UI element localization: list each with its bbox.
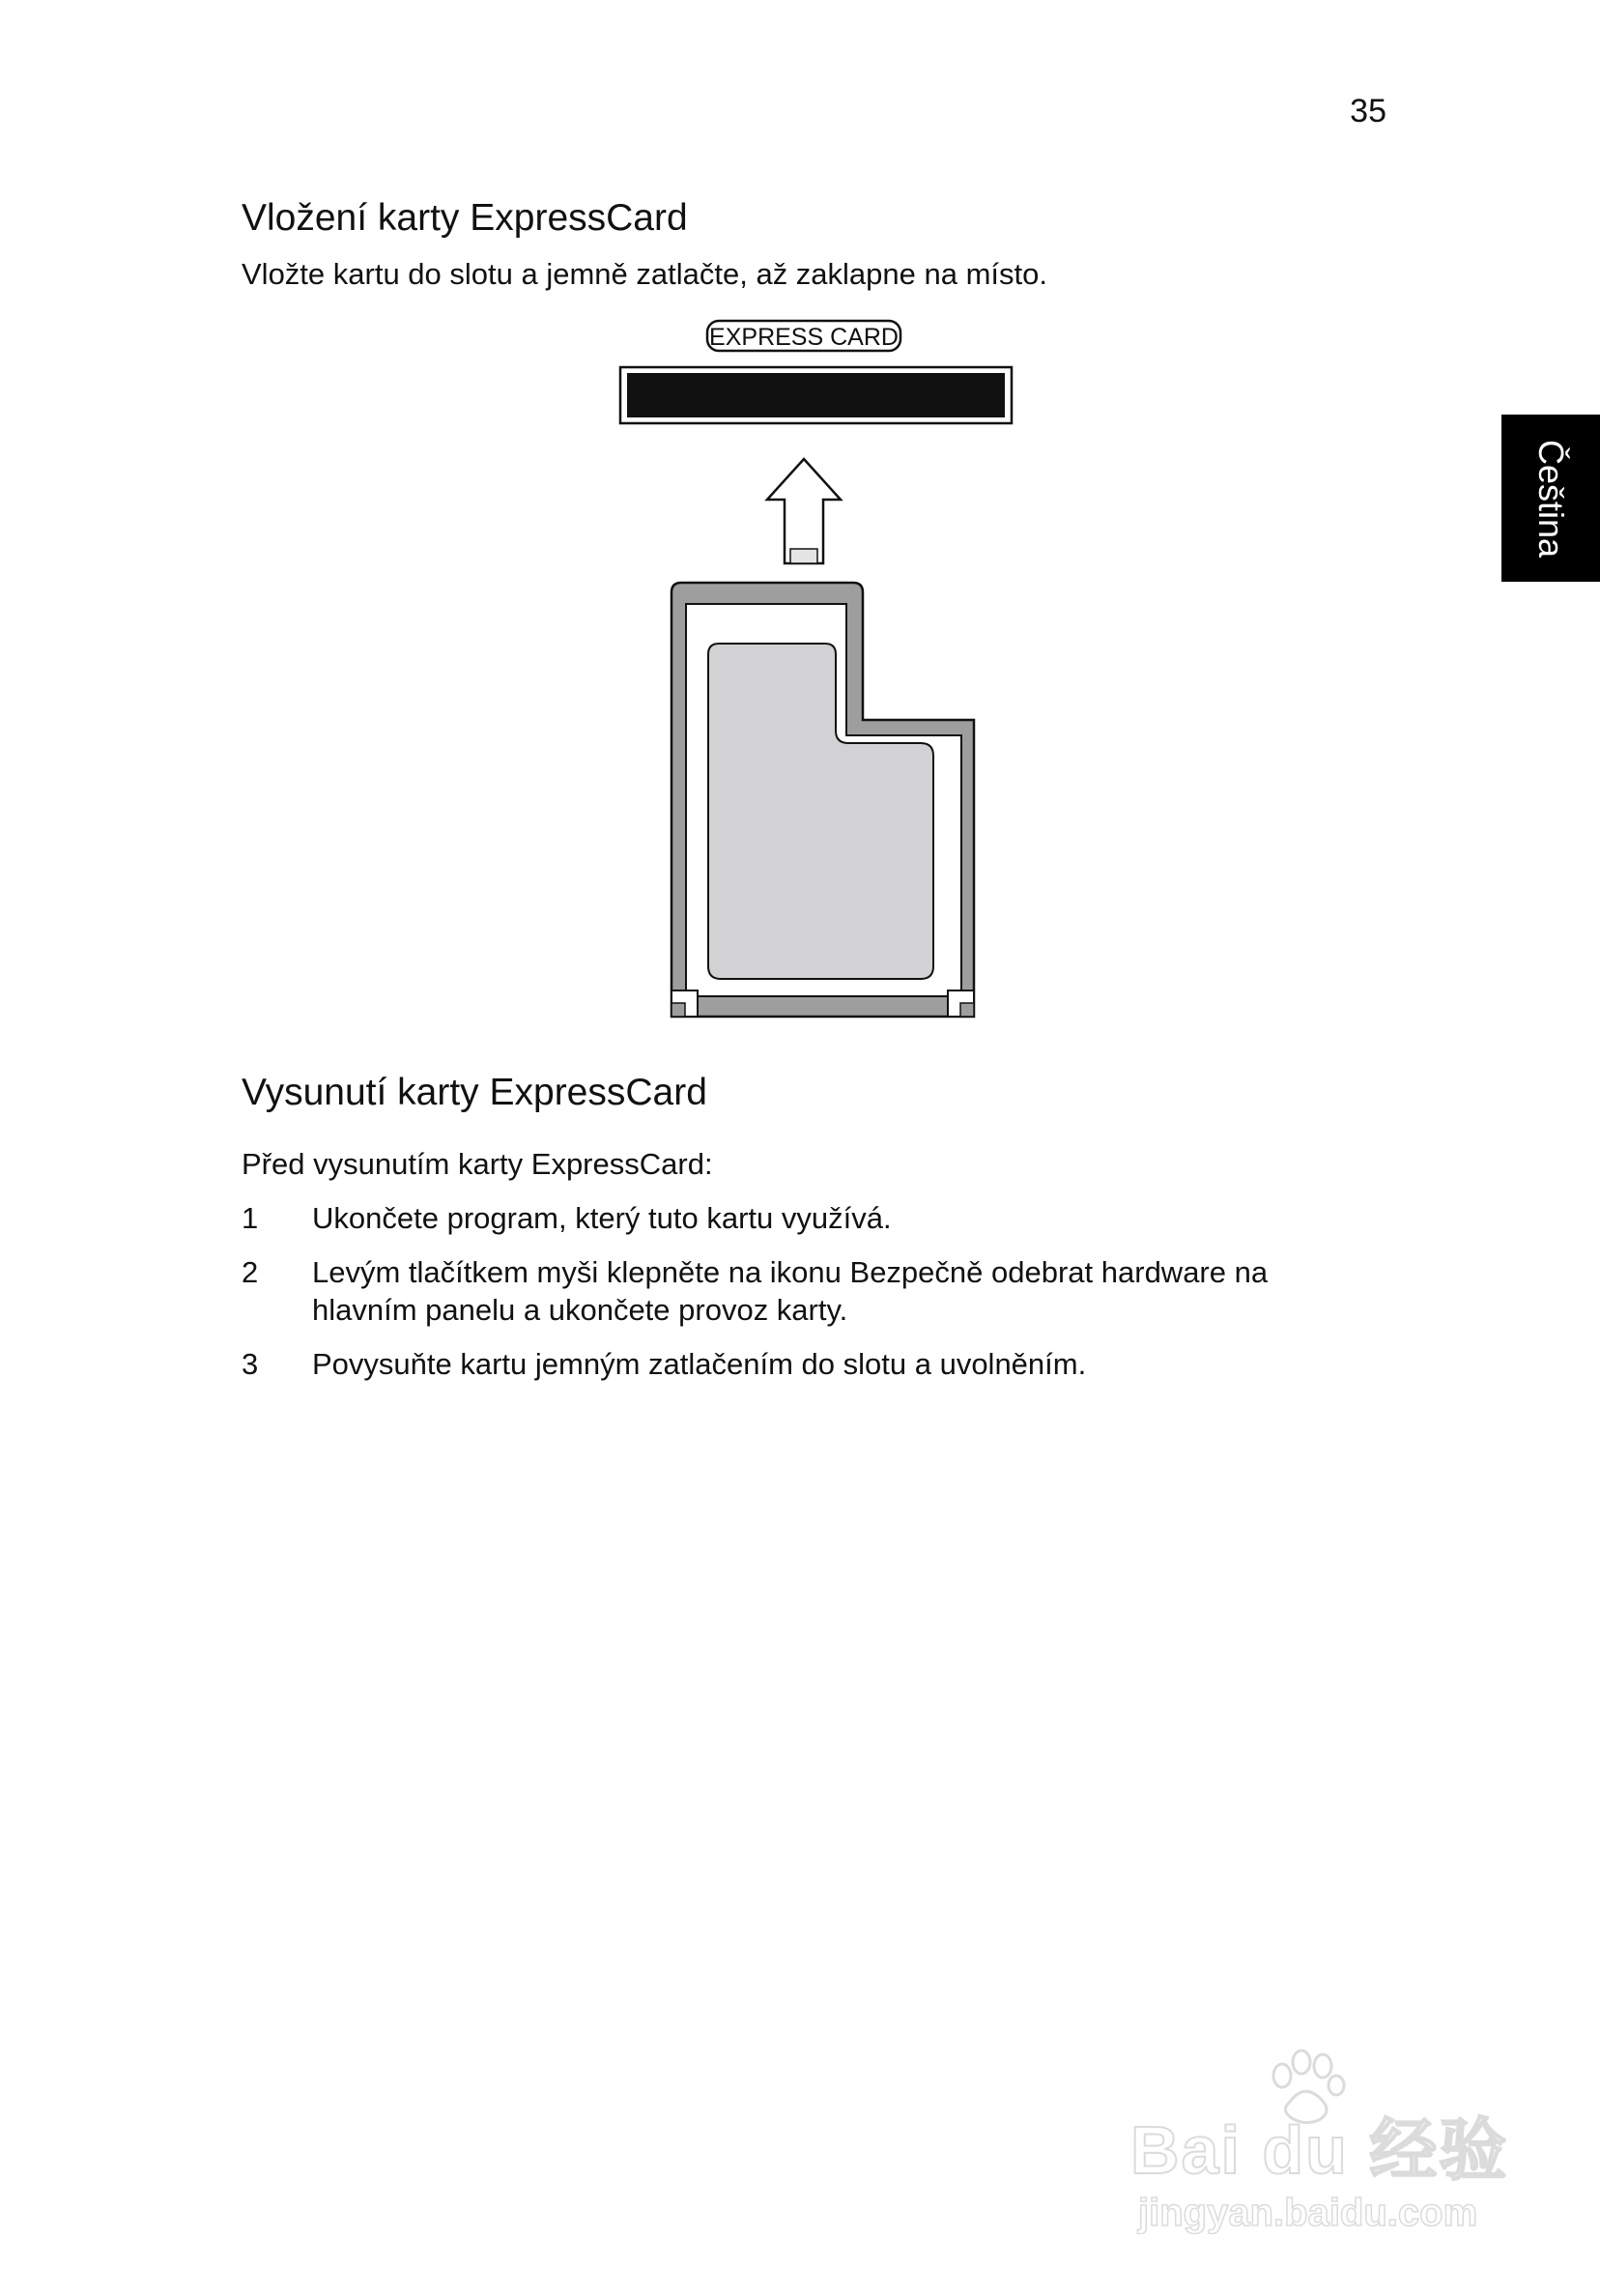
watermark-url: jingyan.baidu.com (1138, 2192, 1478, 2234)
step-number: 1 (242, 1201, 259, 1235)
expresscard-icon (671, 583, 974, 1017)
list-item (242, 1253, 1353, 1329)
insert-instruction: Vložte kartu do slotu a jemně zatlačte, až zaklapne na místo. (242, 257, 1048, 291)
step-text: Ukončete program, který tuto kartu využívá. (312, 1201, 892, 1235)
arrow-up-icon (767, 459, 841, 563)
step-number: 3 (242, 1347, 259, 1381)
step-text: Levým tlačítkem myši klepněte na ikonu Bezpečně odebrat hardware na hlavním panelu a ukončete provoz karty. (312, 1255, 1269, 1327)
expresscard-figure (599, 314, 1024, 1029)
language-tab (1501, 415, 1600, 582)
expresscard-illustration (599, 314, 1024, 1029)
slot-label-text: EXPRESS CARD (709, 324, 899, 351)
page-number: 35 (1350, 93, 1386, 129)
language-tab-label: Čeština (1531, 439, 1571, 558)
step-number: 2 (242, 1255, 259, 1289)
eject-section-title: Vysunutí karty ExpressCard (242, 1072, 707, 1113)
step-text: Povysuňte kartu jemným zatlačením do slotu a uvolněním. (312, 1347, 1087, 1381)
insert-section-title: Vložení karty ExpressCard (242, 197, 688, 239)
watermark (1130, 2049, 1507, 2242)
list-item (242, 1199, 1353, 1237)
eject-intro: Před vysunutím karty ExpressCard: (242, 1147, 713, 1181)
eject-steps-list (242, 1199, 1353, 1399)
list-item (242, 1345, 1353, 1383)
card-slot-opening (627, 373, 1005, 417)
watermark-brand: Bai du 经验 (1130, 2112, 1509, 2188)
